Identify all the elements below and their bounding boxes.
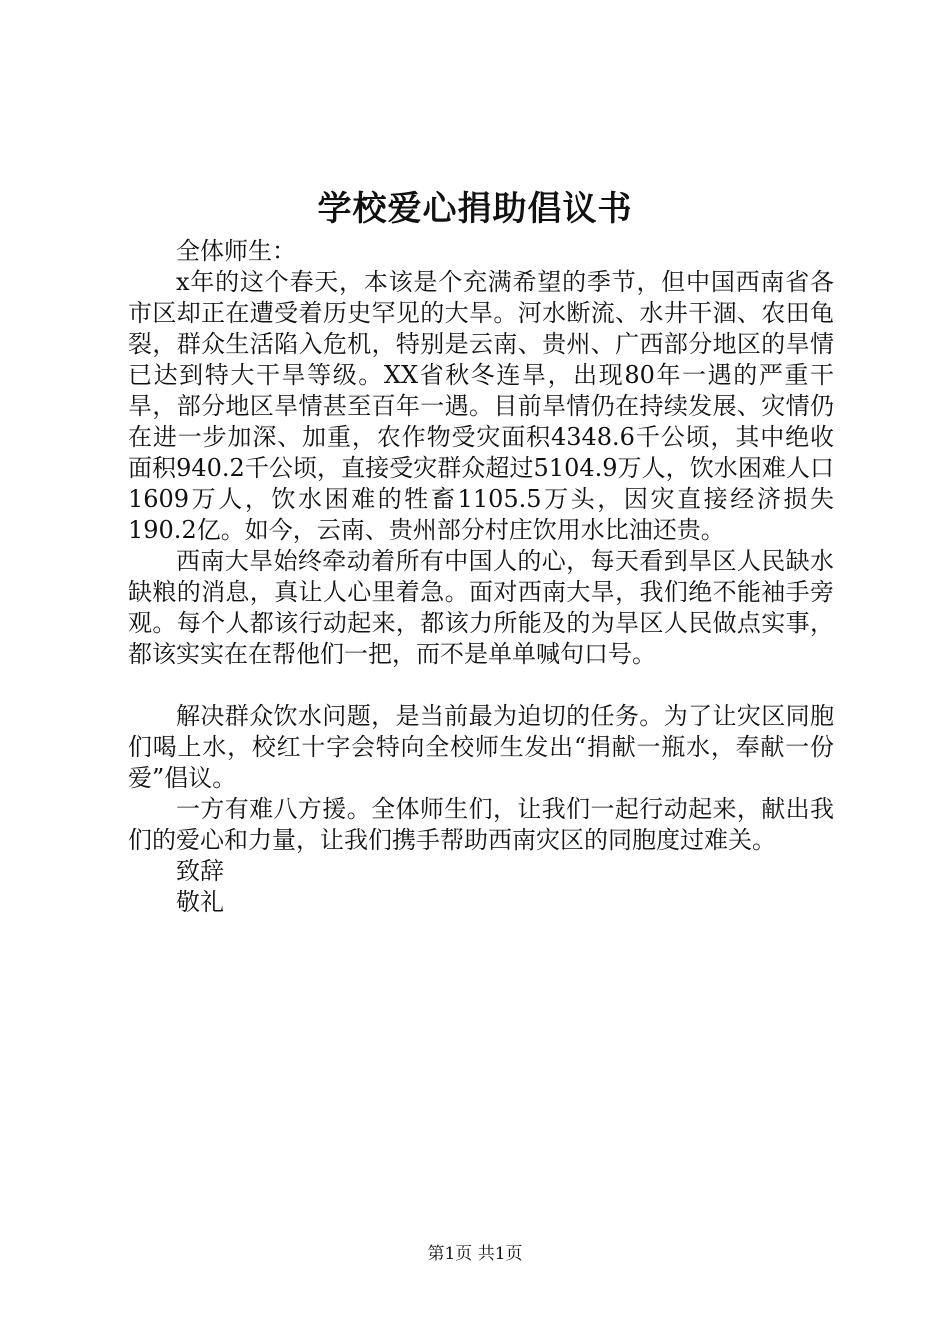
- document-body: [128, 236, 834, 918]
- paragraph-appeal: 一方有难八方援。全体师生们，让我们一起行动起来，献出我们的爱心和力量，让我们携手帮助西南灾区的同胞度过难关。: [128, 795, 834, 854]
- page-title: 学校爱心捐助倡议书: [317, 189, 633, 229]
- closing-line-2: 敬礼: [176, 888, 224, 916]
- paragraph-initiative: 解决群众饮水问题，是当前最为迫切的任务。为了让灾区同胞们喝上水，校红十字会特向全校师生发出“捐献一瓶水，奉献一份爱”倡议。: [128, 702, 834, 792]
- closing-line-1: 致辞: [176, 857, 224, 885]
- paragraph-call-to-action: 西南大旱始终牵动着所有中国人的心，每天看到旱区人民缺水缺粮的消息，真让人心里着急。面对西南大旱，我们绝不能袖手旁观。每个人都该行动起来，都该力所能及的为旱区人民做点实事，都该实实在在帮他们一把，而不是单单喊句口号。: [128, 547, 834, 668]
- page-footer: 第1页 共1页: [427, 1244, 523, 1264]
- paragraph-drought-situation: x年的这个春天，本该是个充满希望的季节，但中国西南省各市区却正在遭受着历史罕见的大旱。河水断流、水井干涸、农田龟裂，群众生活陷入危机，特别是云南、贵州、广西部分地区的旱情已达到特大干旱等级。XX省秋冬连旱，出现80年一遇的严重干旱，部分地区旱情甚至百年一遇。目前旱情仍在持续发展、灾情仍在进一步加深、加重，农作物受灾面积4348.6千公顷，其中绝收面积940.2千公顷，直接受灾群众超过5104.9万人，饮水困难人口1609万人，饮水困难的牲畜1105.5万头，因灾直接经济损失190.2亿。如今，云南、贵州部分村庄饮用水比油还贵。: [128, 268, 834, 544]
- salutation: 全体师生：: [176, 237, 296, 265]
